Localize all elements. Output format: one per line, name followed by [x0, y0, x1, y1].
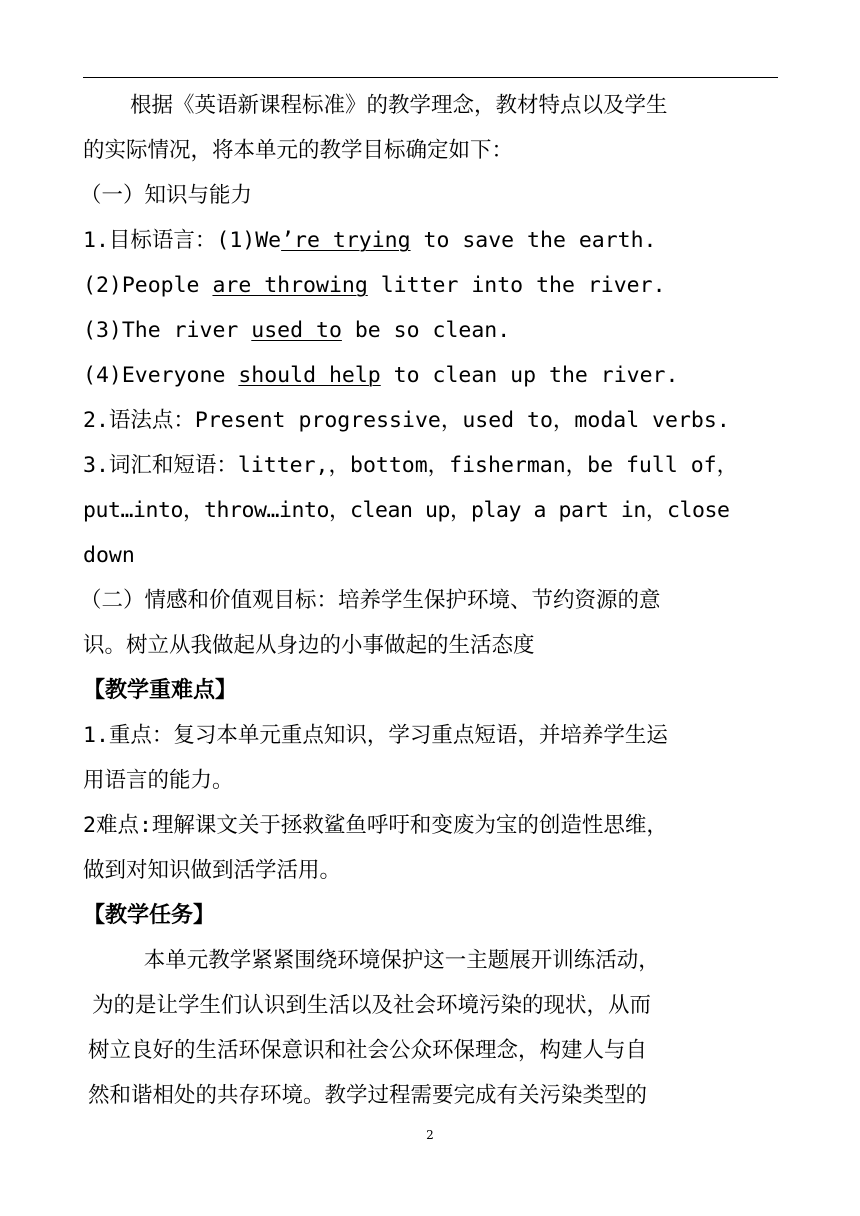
- heading-tasks: 【教学任务】: [83, 903, 216, 928]
- target-4-prefix: (4)Everyone: [83, 363, 239, 388]
- grammar-line: 2.语法点：Present progressive，used to，modal verbs.: [83, 408, 730, 433]
- tasks-line-3: 树立良好的生活环保意识和社会公众环保理念，构建人与自: [88, 1038, 648, 1063]
- key-point-2-b: 做到对知识做到活学活用。: [83, 858, 342, 883]
- target-label: 1.目标语言：(1)We: [83, 228, 282, 253]
- vocab-line-1: 3.词汇和短语：litter,，bottom，fisherman，be full of，: [83, 453, 739, 478]
- tasks-line-4: 然和谐相处的共存环境。教学过程需要完成有关污染类型的: [88, 1083, 648, 1108]
- target-language-3: [83, 316, 783, 346]
- intro-line-1: 根据《英语新课程标准》的教学理念，教材特点以及学生: [130, 93, 668, 118]
- vocab-line-2: put…into，throw…into，clean up，play a part in，close: [83, 498, 730, 523]
- target-language-1: [83, 226, 783, 256]
- target-2-prefix: (2)People: [83, 273, 213, 298]
- target-3-rest: be so clean.: [341, 318, 511, 343]
- tasks-line-2: 为的是让学生们认识到生活以及社会环境污染的现状，从而: [92, 993, 652, 1018]
- target-4-underlined: should help: [238, 363, 381, 388]
- target-2-rest: litter into the river.: [367, 273, 666, 298]
- target-3-prefix: (3)The river: [83, 318, 252, 343]
- target-1-underlined: ’re trying: [281, 228, 411, 253]
- section-knowledge: （一）知识与能力: [80, 183, 253, 208]
- key-point-1-b: 用语言的能力。: [83, 768, 234, 793]
- page-number: 2: [426, 1128, 434, 1142]
- target-3-underlined: used to: [251, 318, 342, 343]
- target-4-rest: to clean up the river.: [380, 363, 679, 388]
- target-1-rest: to save the earth.: [410, 228, 657, 253]
- target-language-2: [83, 271, 783, 301]
- intro-line-2: 的实际情况，将本单元的教学目标确定如下：: [83, 138, 514, 163]
- vocab-line-3: down: [83, 543, 135, 568]
- emotion-line-1: （二）情感和价值观目标：培养学生保护环境、节约资源的意: [80, 588, 661, 613]
- target-2-underlined: are throwing: [212, 273, 368, 298]
- heading-key-points: 【教学重难点】: [83, 678, 238, 703]
- key-point-1-a: 1.重点：复习本单元重点知识，学习重点短语，并培养学生运: [83, 723, 668, 748]
- emotion-line-2: 识。树立从我做起从身边的小事做起的生活态度: [83, 633, 535, 658]
- key-point-2-a: 2难点:理解课文关于拯救鲨鱼呼吁和变废为宝的创造性思维，: [83, 813, 668, 838]
- tasks-line-1: 本单元教学紧紧围绕环境保护这一主题展开训练活动，: [92, 948, 660, 973]
- target-language-4: [83, 361, 783, 391]
- header-rule: [83, 77, 778, 78]
